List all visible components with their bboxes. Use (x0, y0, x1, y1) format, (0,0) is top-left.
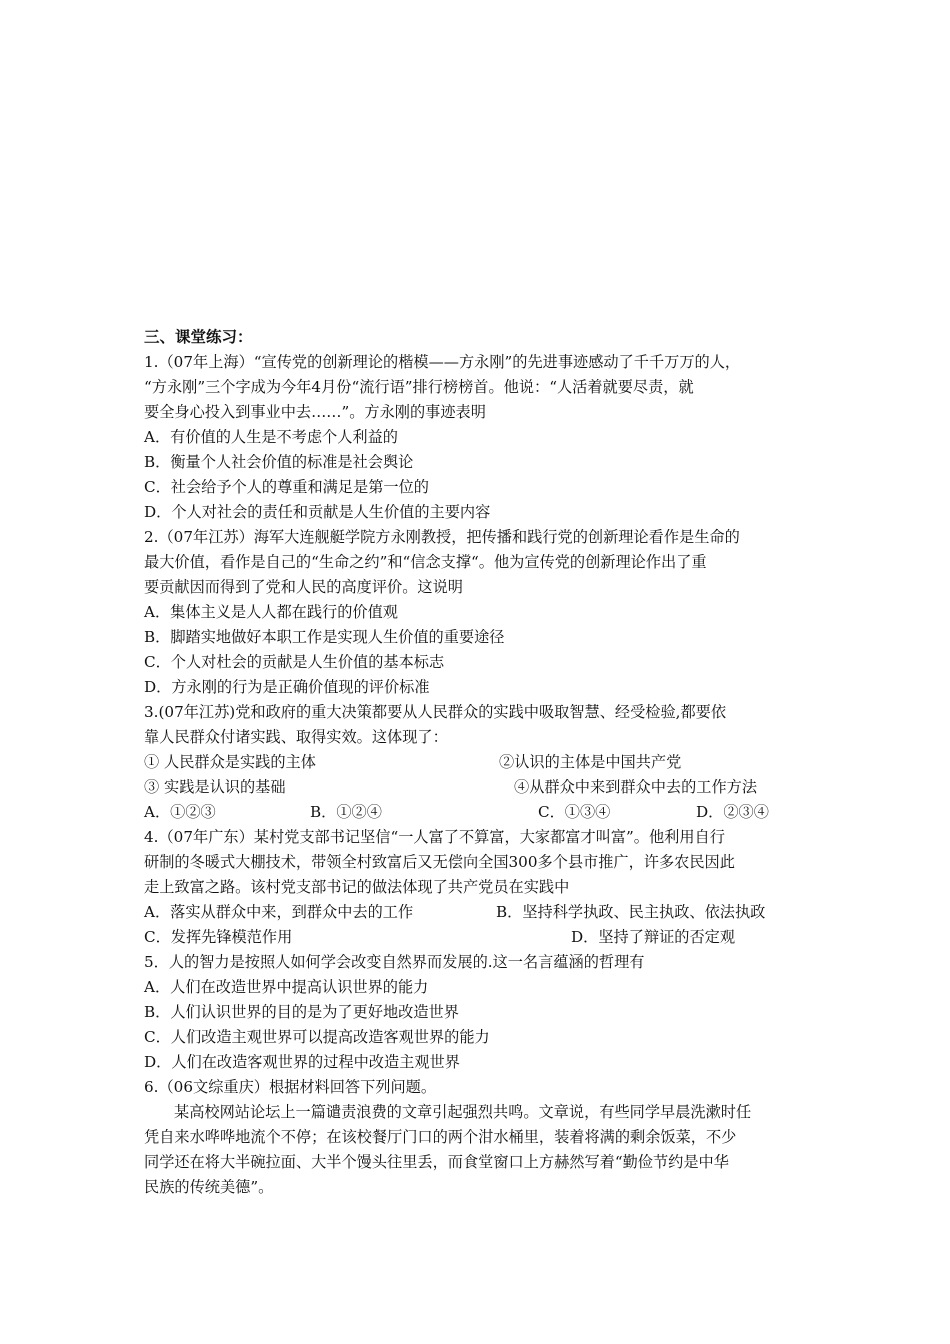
q3-options-row (144, 800, 814, 825)
q4-stem-line: 4.（07年广东）某村党支部书记坚信“一人富了不算富，大家都富才叫富”。他利用自行 (144, 828, 725, 846)
section-heading: 三、课堂练习： (144, 328, 253, 346)
q1-option-b: B．衡量个人社会价值的标准是社会舆论 (144, 453, 414, 471)
q1-option-d: D．个人对社会的责任和贡献是人生价值的主要内容 (144, 503, 491, 521)
q3-option-d: D．②③④ (696, 803, 769, 821)
q6-passage-line: 凭自来水哗哗地流个不停；在该校餐厅门口的两个泔水桶里，装着将满的剩余饭菜，不少 (144, 1128, 737, 1146)
q1-stem-line: 要全身心投入到事业中去……”。方永刚的事迹表明 (144, 403, 486, 421)
q1-stem-line: “方永刚”三个字成为今年4月份“流行语”排行榜榜首。他说：“人活着就要尽责，就 (144, 378, 694, 396)
q6-passage-line: 某高校网站论坛上一篇谴责浪费的文章引起强烈共鸣。文章说，有些同学早晨洗漱时任 (174, 1103, 752, 1121)
q2-stem-line: 最大价值，看作是自己的“生命之约”和“信念支撑“。他为宣传党的创新理论作出了重 (144, 553, 707, 571)
q4-options-row (144, 900, 814, 925)
q4-stem-line: 走上致富之路。该村党支部书记的做法体现了共产党员在实践中 (144, 878, 570, 896)
q2-option-b: B．脚踏实地做好本职工作是实现人生价值的重要途径 (144, 628, 505, 646)
q5-option-d: D．人们在改造客观世界的过程中改造主观世界 (144, 1053, 460, 1071)
q2-option-c: C．个人对杜会的贡献是人生价值的基本标志 (144, 653, 445, 671)
q2-option-a: A．集体主义是人人都在践行的价值观 (144, 603, 398, 621)
q3-option-c: C．①③④ (538, 803, 611, 821)
q4-option-a: A．落实从群众中来，到群众中去的工作 (144, 903, 414, 921)
q3-item-4: ④从群众中来到群众中去的工作方法 (514, 778, 757, 796)
q3-items-row (144, 750, 814, 775)
q3-item-2: ②认识的主体是中国共产党 (499, 753, 682, 771)
q4-option-b: B．坚持科学执政、民主执政、依法执政 (496, 903, 766, 921)
q3-stem-line: 靠人民群众付诸实践、取得实效。这体现了： (144, 728, 448, 746)
q6-stem-line: 6.（06文综重庆）根据材料回答下列问题。 (144, 1078, 437, 1096)
q1-stem-line: 1.（07年上海）“宣传党的创新理论的楷模——方永刚”的先进事迹感动了千千万万的人， (144, 353, 741, 371)
q4-options-row (144, 925, 814, 950)
q6-passage-line: 民族的传统美德”。 (144, 1178, 274, 1196)
q1-option-c: C．社会给予个人的尊重和满足是第一位的 (144, 478, 429, 496)
q4-stem-line: 研制的冬暖式大棚技术，带领全村致富后又无偿向全国300多个县市推广，许多农民因此 (144, 853, 735, 871)
q5-option-b: B．人们认识世界的目的是为了更好地改造世界 (144, 1003, 459, 1021)
q3-item-3: ③ 实践是认识的基础 (144, 778, 286, 796)
q3-stem-line: 3.(07年江苏)党和政府的重大决策都要从人民群众的实践中吸取智慧、经受检验,都要依 (144, 703, 727, 721)
q6-passage-line: 同学还在将大半碗拉面、大半个馒头往里丢，而食堂窗口上方赫然写着“勤俭节约是中华 (144, 1153, 729, 1171)
q3-option-b: B．①②④ (310, 803, 382, 821)
q1-option-a: A．有价值的人生是不考虑个人利益的 (144, 428, 398, 446)
q5-option-a: A．人们在改造世界中提高认识世界的能力 (144, 978, 429, 996)
q3-option-a: A．①②③ (144, 803, 216, 821)
q4-option-d: D．坚持了辩证的否定观 (571, 928, 736, 946)
q2-stem-line: 要贡献因而得到了党和人民的高度评价。这说明 (144, 578, 463, 596)
q4-option-c: C．发挥先锋模范作用 (144, 928, 293, 946)
q3-item-1: ① 人民群众是实践的主体 (144, 753, 316, 771)
q5-option-c: C．人们改造主观世界可以提高改造客观世界的能力 (144, 1028, 490, 1046)
q2-option-d: D．方永刚的行为是正确价值现的评价标准 (144, 678, 430, 696)
q5-stem-line: 5．人的智力是按照人如何学会改变自然界而发展的.这一名言蕴涵的哲理有 (144, 953, 645, 971)
q2-stem-line: 2.（07年江苏）海军大连舰艇学院方永刚教授，把传播和践行党的创新理论看作是生命的 (144, 528, 740, 546)
q3-items-row (144, 775, 814, 800)
